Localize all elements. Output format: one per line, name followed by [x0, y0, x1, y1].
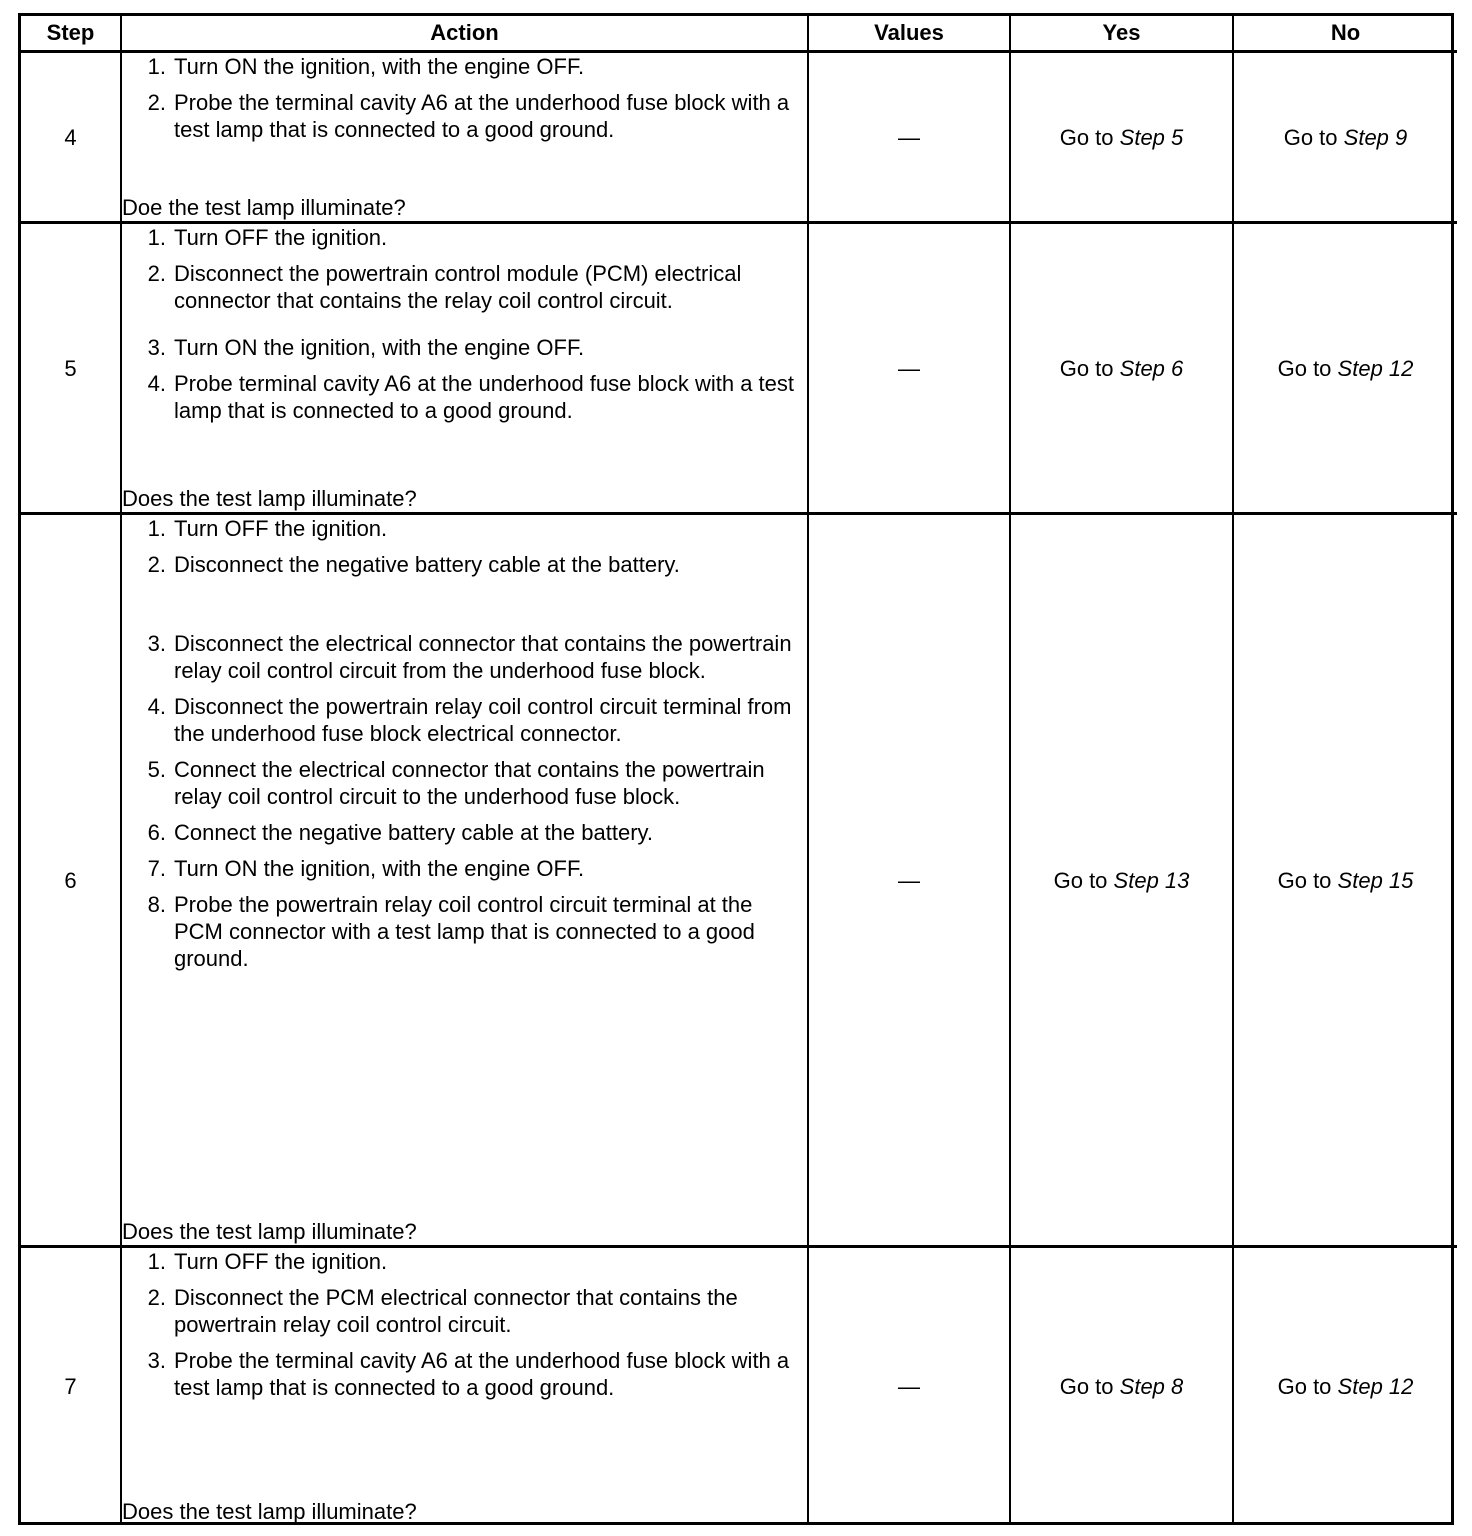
action-list — [122, 515, 807, 981]
action-item — [122, 370, 807, 424]
action-item — [122, 855, 807, 882]
action-text: Turn ON the ignition, with the engine OFF. — [174, 335, 585, 360]
action-item — [122, 89, 807, 143]
goto-prefix: Go to — [1283, 124, 1338, 150]
yes-cell — [1010, 1247, 1233, 1525]
action-list — [122, 1248, 807, 1410]
action-item — [122, 53, 807, 80]
action-number: 3. — [147, 1348, 166, 1373]
action-text: Turn OFF the ignition. — [174, 516, 388, 541]
table-row-step-5 — [21, 223, 1457, 514]
step-number: 5 — [21, 223, 121, 514]
action-text: Probe the terminal cavity A6 at the underhood fuse block with a test lamp that is connected to a good ground. — [174, 90, 790, 142]
action-cell — [121, 223, 808, 514]
yes-cell — [1010, 514, 1233, 1247]
goto-step-link[interactable]: Step 6 — [1119, 355, 1184, 381]
action-number: 1. — [147, 516, 166, 541]
yes-cell — [1010, 223, 1233, 514]
goto-prefix: Go to — [1277, 867, 1332, 893]
goto-prefix: Go to — [1277, 355, 1332, 381]
header-row — [21, 16, 1457, 52]
action-item — [122, 334, 807, 361]
action-text: Turn ON the ignition, with the engine OFF. — [174, 54, 585, 79]
step-number: 7 — [21, 1247, 121, 1525]
action-text: Probe the terminal cavity A6 at the underhood fuse block with a test lamp that is connected to a good ground. — [174, 1348, 790, 1400]
action-item — [122, 1248, 807, 1275]
action-number: 4. — [147, 694, 166, 719]
action-item — [122, 260, 807, 314]
action-item — [122, 756, 807, 810]
action-number: 6. — [147, 820, 166, 845]
action-text: Connect the negative battery cable at the battery. — [174, 820, 654, 845]
action-number: 8. — [147, 892, 166, 917]
no-cell — [1233, 223, 1457, 514]
goto-prefix: Go to — [1053, 867, 1108, 893]
no-cell — [1233, 1247, 1457, 1525]
no-cell — [1233, 514, 1457, 1247]
action-item — [122, 1347, 807, 1401]
action-text: Turn OFF the ignition. — [174, 225, 388, 250]
goto-prefix: Go to — [1059, 124, 1114, 150]
action-text: Turn OFF the ignition. — [174, 1249, 388, 1274]
action-number: 1. — [147, 225, 166, 250]
goto-step-link[interactable]: Step 9 — [1343, 124, 1408, 150]
action-number: 1. — [147, 54, 166, 79]
goto-step-link[interactable]: Step 5 — [1119, 124, 1184, 150]
action-text: Disconnect the negative battery cable at the battery. — [174, 552, 680, 577]
step-number: 4 — [21, 52, 121, 223]
table-row-step-4 — [21, 52, 1457, 223]
goto-step-link[interactable]: Step 12 — [1337, 1373, 1414, 1399]
action-number: 2. — [147, 90, 166, 115]
action-number: 2. — [147, 1285, 166, 1310]
header-no: No — [1233, 16, 1457, 52]
goto-prefix: Go to — [1059, 1373, 1114, 1399]
goto-prefix: Go to — [1277, 1373, 1332, 1399]
action-list — [122, 224, 807, 433]
action-number: 2. — [147, 261, 166, 286]
action-text: Disconnect the electrical connector that contains the powertrain relay coil control circuit from the underhood fuse block. — [174, 631, 792, 683]
goto-step-link[interactable]: Step 13 — [1113, 867, 1190, 893]
action-question: Does the test lamp illuminate? — [122, 1498, 417, 1524]
values-cell: — — [808, 52, 1010, 223]
action-item — [122, 891, 807, 972]
diagnostic-table — [21, 16, 1457, 1525]
header-action: Action — [121, 16, 808, 52]
action-item — [122, 819, 807, 846]
values-cell: — — [808, 1247, 1010, 1525]
goto-step-link[interactable]: Step 8 — [1119, 1373, 1184, 1399]
action-item — [122, 630, 807, 684]
header-yes: Yes — [1010, 16, 1233, 52]
goto-prefix: Go to — [1059, 355, 1114, 381]
action-number: 3. — [147, 631, 166, 656]
action-number: 5. — [147, 757, 166, 782]
action-text: Turn ON the ignition, with the engine OFF. — [174, 856, 585, 881]
action-item — [122, 224, 807, 251]
no-cell — [1233, 52, 1457, 223]
action-text: Probe terminal cavity A6 at the underhood fuse block with a test lamp that is connected to a good ground. — [174, 371, 795, 423]
table-row-step-6 — [21, 514, 1457, 1247]
header-step: Step — [21, 16, 121, 52]
action-number: 4. — [147, 371, 166, 396]
action-item — [122, 693, 807, 747]
goto-step-link[interactable]: Step 15 — [1337, 867, 1414, 893]
diagnostic-table-frame — [18, 13, 1454, 1525]
action-number: 2. — [147, 552, 166, 577]
action-question: Does the test lamp illuminate? — [122, 486, 417, 511]
action-number: 1. — [147, 1249, 166, 1274]
action-number: 7. — [147, 856, 166, 881]
action-text: Disconnect the PCM electrical connector that contains the powertrain relay coil control circuit. — [174, 1285, 738, 1337]
action-item — [122, 515, 807, 542]
action-text: Connect the electrical connector that contains the powertrain relay coil control circuit to the underhood fuse block. — [174, 757, 765, 809]
step-number: 6 — [21, 514, 121, 1247]
action-cell — [121, 52, 808, 223]
yes-cell — [1010, 52, 1233, 223]
action-item — [122, 551, 807, 578]
action-number: 3. — [147, 335, 166, 360]
table-row-step-7 — [21, 1247, 1457, 1525]
action-cell — [121, 514, 808, 1247]
action-list — [122, 53, 807, 152]
action-question: Does the test lamp illuminate? — [122, 1219, 417, 1244]
action-text: Disconnect the powertrain relay coil control circuit terminal from the underhood fuse block electrical connector. — [174, 694, 792, 746]
action-item — [122, 1284, 807, 1338]
action-text: Probe the powertrain relay coil control circuit terminal at the PCM connector with a test lamp that is connected to a good ground. — [174, 892, 755, 971]
values-cell: — — [808, 514, 1010, 1247]
action-question: Doe the test lamp illuminate? — [122, 195, 406, 220]
action-cell — [121, 1247, 808, 1525]
values-cell: — — [808, 223, 1010, 514]
header-values: Values — [808, 16, 1010, 52]
action-text: Disconnect the powertrain control module (PCM) electrical connector that contains the relay coil control circuit. — [174, 261, 742, 313]
goto-step-link[interactable]: Step 12 — [1337, 355, 1414, 381]
